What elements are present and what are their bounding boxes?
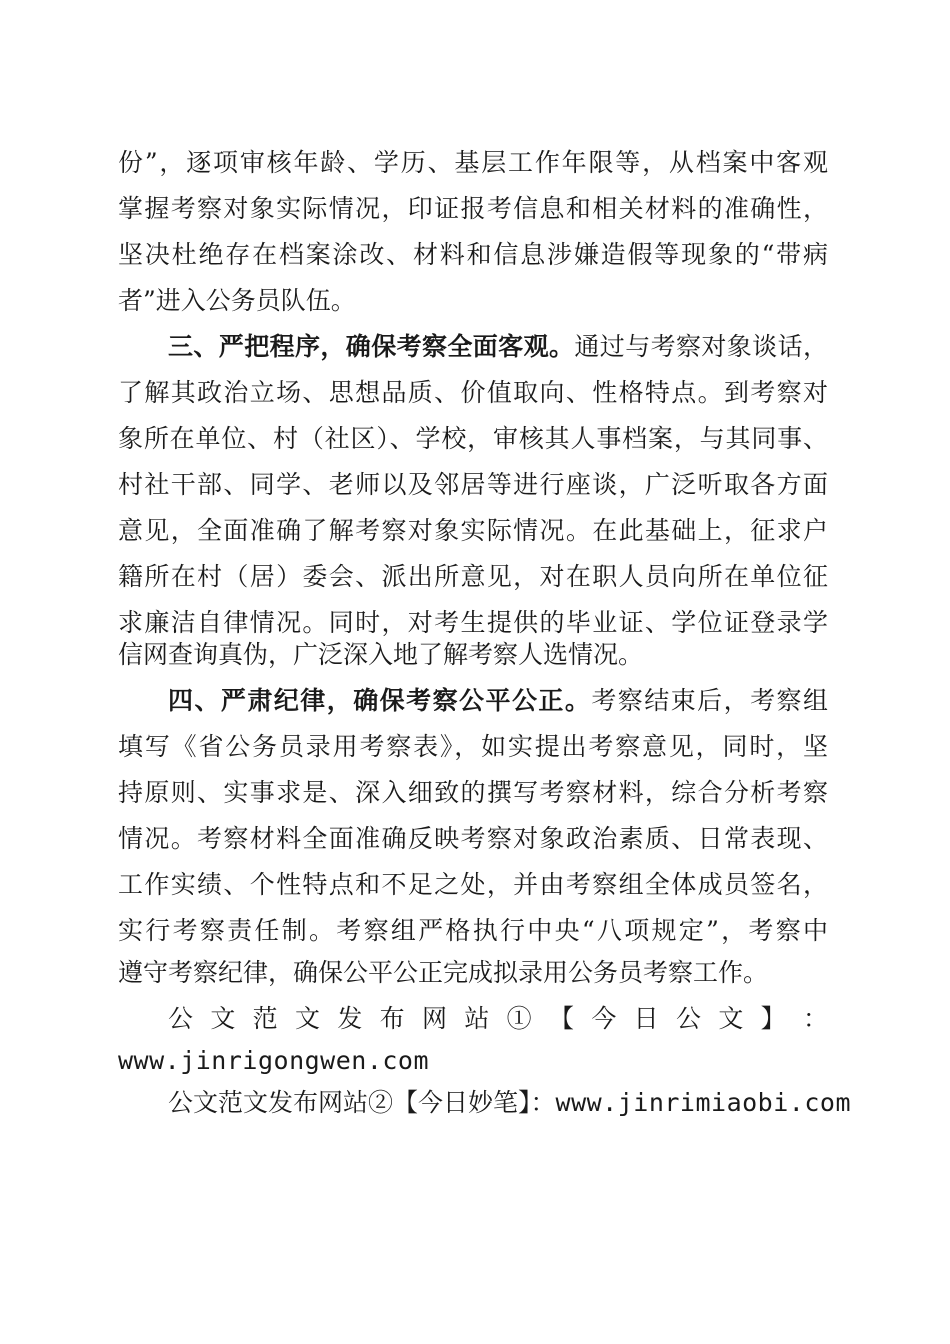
para3-line-7: 遵守考察纪律，确保公平公正完成拟录用公务员考察工作。 [118,958,769,987]
para3-line-6: 实行考察责任制。考察组严格执行中央“八项规定”，考察中 [118,916,828,945]
para2-line-8: 信网查询真伪，广泛深入地了解考察人选情况。 [118,640,644,669]
site2-url[interactable]: www.jinrimiaobi.com [555,1088,851,1117]
para2-heading: 三、严把程序，确保考察全面客观。 [168,332,575,361]
para3-line-4: 情况。考察材料全面准确反映考察对象政治素质、日常表现、 [118,824,828,853]
para1-line-2: 掌握考察对象实际情况，印证报考信息和相关材料的准确性， [118,194,828,223]
site2-line [168,1088,851,1118]
para2-line-4: 村社干部、同学、老师以及邻居等进行座谈，广泛听取各方面 [118,470,828,499]
site1-label: 公 文 范 文 发 布 网 站 ① 【 今 日 公 文 】 ： [168,1004,828,1033]
para2-line-5: 意见，全面准确了解考察对象实际情况。在此基础上，征求户 [118,516,828,545]
para3-line-2: 填写《省公务员录用考察表》，如实提出考察意见，同时，坚 [118,732,828,761]
para1-line-3: 坚决杜绝存在档案涂改、材料和信息涉嫌造假等现象的“带病 [118,240,828,269]
para2-line-2: 了解其政治立场、思想品质、价值取向、性格特点。到考察对 [118,378,828,407]
site1-url[interactable]: www.jinrigongwen.com [118,1046,430,1075]
para2-line-3: 象所在单位、村（社区）、学校，审核其人事档案，与其同事、 [118,424,828,453]
para3-first-line [168,686,828,716]
para2-first-line [168,332,828,362]
para3-first-line-rest: 考察结束后，考察组 [591,686,828,715]
para2-first-line-rest: 通过与考察对象谈话， [574,332,828,361]
para3-line-3: 持原则、实事求是、深入细致的撰写考察材料，综合分析考察 [118,778,828,807]
para3-line-5: 工作实绩、个性特点和不足之处，并由考察组全体成员签名， [118,870,828,899]
para2-line-6: 籍所在村（居）委会、派出所意见，对在职人员向所在单位征 [118,562,828,591]
para3-heading: 四、严肃纪律，确保考察公平公正。 [168,686,592,715]
site2-label: 公文范文发布网站②【今日妙笔】： [168,1088,556,1117]
para1-line-4: 者”进入公务员队伍。 [118,286,356,315]
para1-line-1: 份”，逐项审核年龄、学历、基层工作年限等，从档案中客观 [118,148,828,177]
para2-line-7: 求廉洁自律情况。同时，对考生提供的毕业证、学位证登录学 [118,608,828,637]
